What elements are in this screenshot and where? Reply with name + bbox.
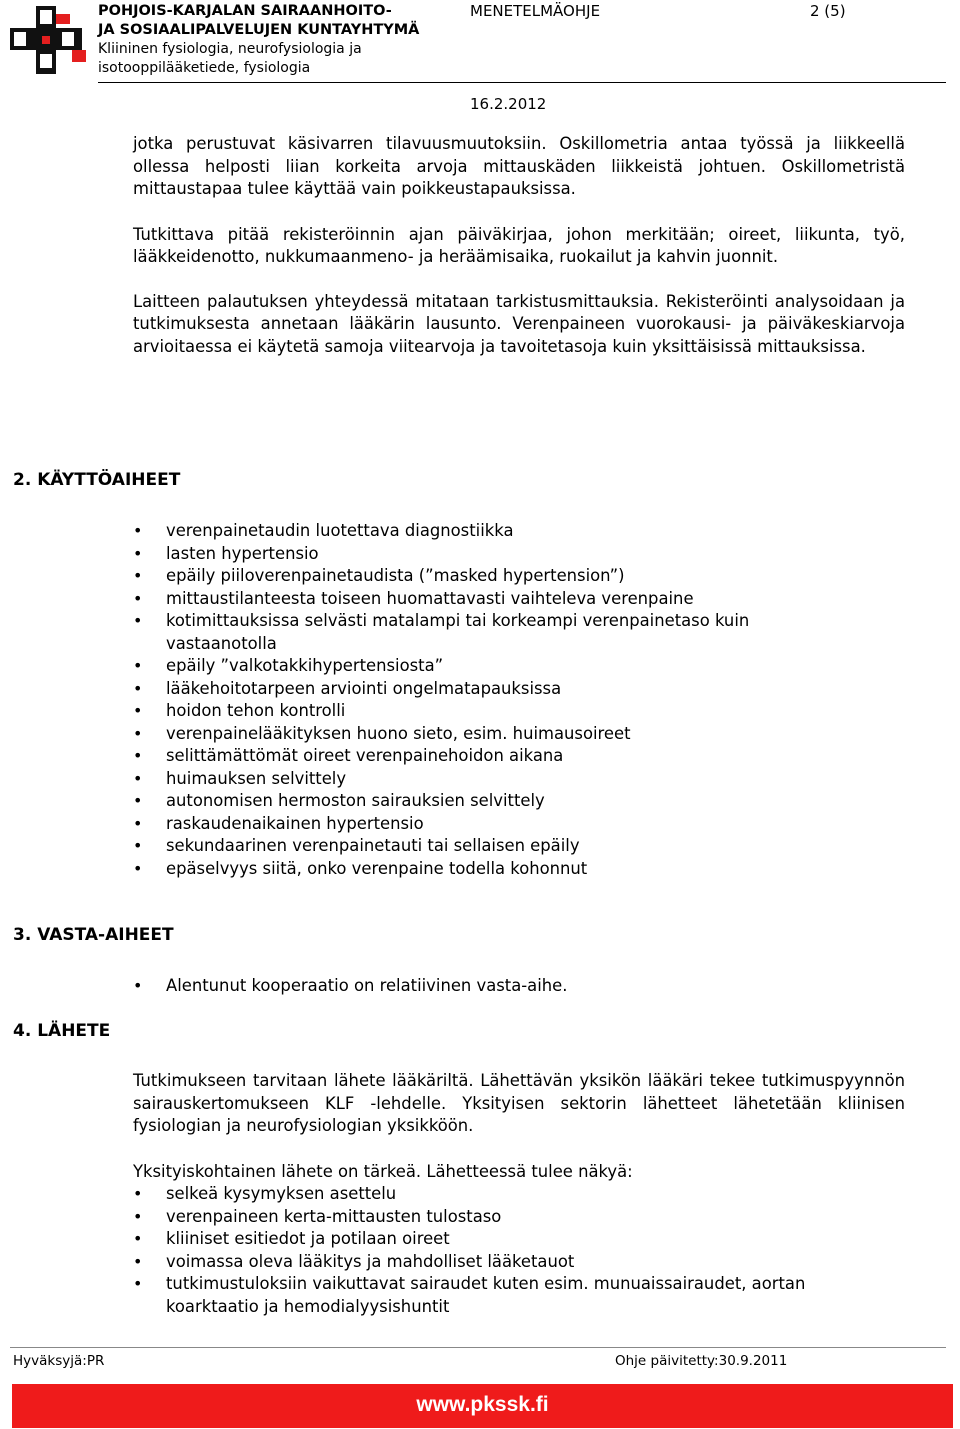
section-heading-referral: 4. LÄHETE <box>13 1021 111 1041</box>
referral-requirements-list <box>133 1183 893 1318</box>
referral-paragraph-2: Yksityiskohtainen lähete on tärkeä. Lähetteessä tulee näkyä: <box>133 1161 633 1181</box>
page-number: 2 (5) <box>810 2 846 20</box>
list-item: • verenpaineen kerta-mittausten tulostaso <box>133 1206 893 1229</box>
document-date: 16.2.2012 <box>470 95 547 113</box>
org-name-line1: POHJOIS-KARJALAN SAIRAANHOITO- <box>98 3 392 19</box>
list-item: • lääkehoitotarpeen arviointi ongelmatapauksissa <box>133 678 853 701</box>
list-item: • mittaustilanteesta toiseen huomattavasti vaihteleva verenpaine <box>133 588 853 611</box>
intro-paragraph-2: Tutkittava pitää rekisteröinnin ajan päiväkirjaa, johon merkitään; oireet, liikunta, työ, lääkkeidenotto, nukkumaanmeno- ja heräämisaika, ruokailut ja kahvin juonnit. <box>133 224 905 266</box>
list-item: • sekundaarinen verenpainetauti tai sellaisen epäily <box>133 835 853 858</box>
footer-divider <box>10 1347 946 1348</box>
list-item: • kotimittauksissa selvästi matalampi tai korkeampi verenpainetaso kuin vastaanotolla <box>133 610 853 655</box>
organization-logo-icon <box>10 6 90 74</box>
header-divider <box>98 82 946 83</box>
unit-name-line2: isotooppilääketiede, fysiologia <box>98 60 311 76</box>
footer-updated-date: Ohje päivitetty:30.9.2011 <box>615 1353 788 1369</box>
list-item: • verenpainetaudin luotettava diagnostiikka <box>133 520 853 543</box>
list-item: • autonomisen hermoston sairauksien selvittely <box>133 790 853 813</box>
list-item: • lasten hypertensio <box>133 543 853 566</box>
footer-banner <box>12 1384 953 1428</box>
list-item: • tutkimustuloksiin vaikuttavat sairaudet kuten esim. munuaissairaudet, aortan koarktaatio ja hemodialyysishuntit <box>133 1273 893 1318</box>
unit-name-line1: Kliininen fysiologia, neurofysiologia ja <box>98 41 362 57</box>
list-item: • hoidon tehon kontrolli <box>133 700 853 723</box>
intro-paragraph-1: jotka perustuvat käsivarren tilavuusmuutoksiin. Oskillometria antaa työssä ja liikkeellä ollessa helposti liian korkeita arvoja mittauskäden liikkeistä johtuen. Oskillometristä mittaustapaa tulee käyttää vain poikkeustapauksissa. <box>133 134 905 198</box>
indications-list <box>133 520 853 880</box>
list-item: • selittämättömät oireet verenpainehoidon aikana <box>133 745 853 768</box>
list-item: • selkeä kysymyksen asettelu <box>133 1183 893 1206</box>
referral-paragraph-1: Tutkimukseen tarvitaan lähete lääkäriltä. Lähettävän yksikön lääkäri tekee tutkimuspyynnön sairauskertomukseen KLF -lehdelle. Yksityisen sektorin lähetteet lähetetään kliinisen fysiologian ja neurofysiologian yksikköön. <box>133 1071 905 1135</box>
list-item: • huimauksen selvittely <box>133 768 853 791</box>
list-item: • kliiniset esitiedot ja potilaan oireet <box>133 1228 893 1251</box>
list-item: • raskaudenaikainen hypertensio <box>133 813 853 836</box>
list-item: • epäselvyys siitä, onko verenpaine todella kohonnut <box>133 858 853 881</box>
org-name-line2: JA SOSIAALIPALVELUJEN KUNTAYHTYMÄ <box>98 22 420 38</box>
list-item: • epäily piiloverenpainetaudista (”masked hypertension”) <box>133 565 853 588</box>
list-item: • verenpainelääkityksen huono sieto, esim. huimausoireet <box>133 723 853 746</box>
section-heading-indications: 2. KÄYTTÖAIHEET <box>13 470 181 490</box>
header-organization <box>98 2 419 78</box>
footer-approver: Hyväksyjä:PR <box>13 1353 105 1369</box>
referral-section <box>133 1070 905 1318</box>
list-item: • Alentunut kooperaatio on relatiivinen vasta-aihe. <box>133 975 893 998</box>
section-heading-contraindications: 3. VASTA-AIHEET <box>13 925 174 945</box>
list-item: • voimassa oleva lääkitys ja mahdolliset lääketauot <box>133 1251 893 1274</box>
document-type: MENETELMÄOHJE <box>470 2 601 20</box>
intro-paragraph-3: Laitteen palautuksen yhteydessä mitataan tarkistusmittauksia. Rekisteröinti analysoidaan ja tutkimuksesta annetaan lääkärin lausunto. Verenpaineen vuorokausi- ja päiväkeskiarvoja arvioitaessa ei käytetä samoja viitearvoja ja tavoitetasoja kuin yksittäisissä mittauksissa. <box>133 291 905 356</box>
contraindications-list <box>133 975 893 998</box>
list-item: • epäily ”valkotakkihypertensiosta” <box>133 655 853 678</box>
footer-website-link[interactable]: www.pkssk.fi <box>416 1393 549 1416</box>
intro-section <box>133 133 905 358</box>
